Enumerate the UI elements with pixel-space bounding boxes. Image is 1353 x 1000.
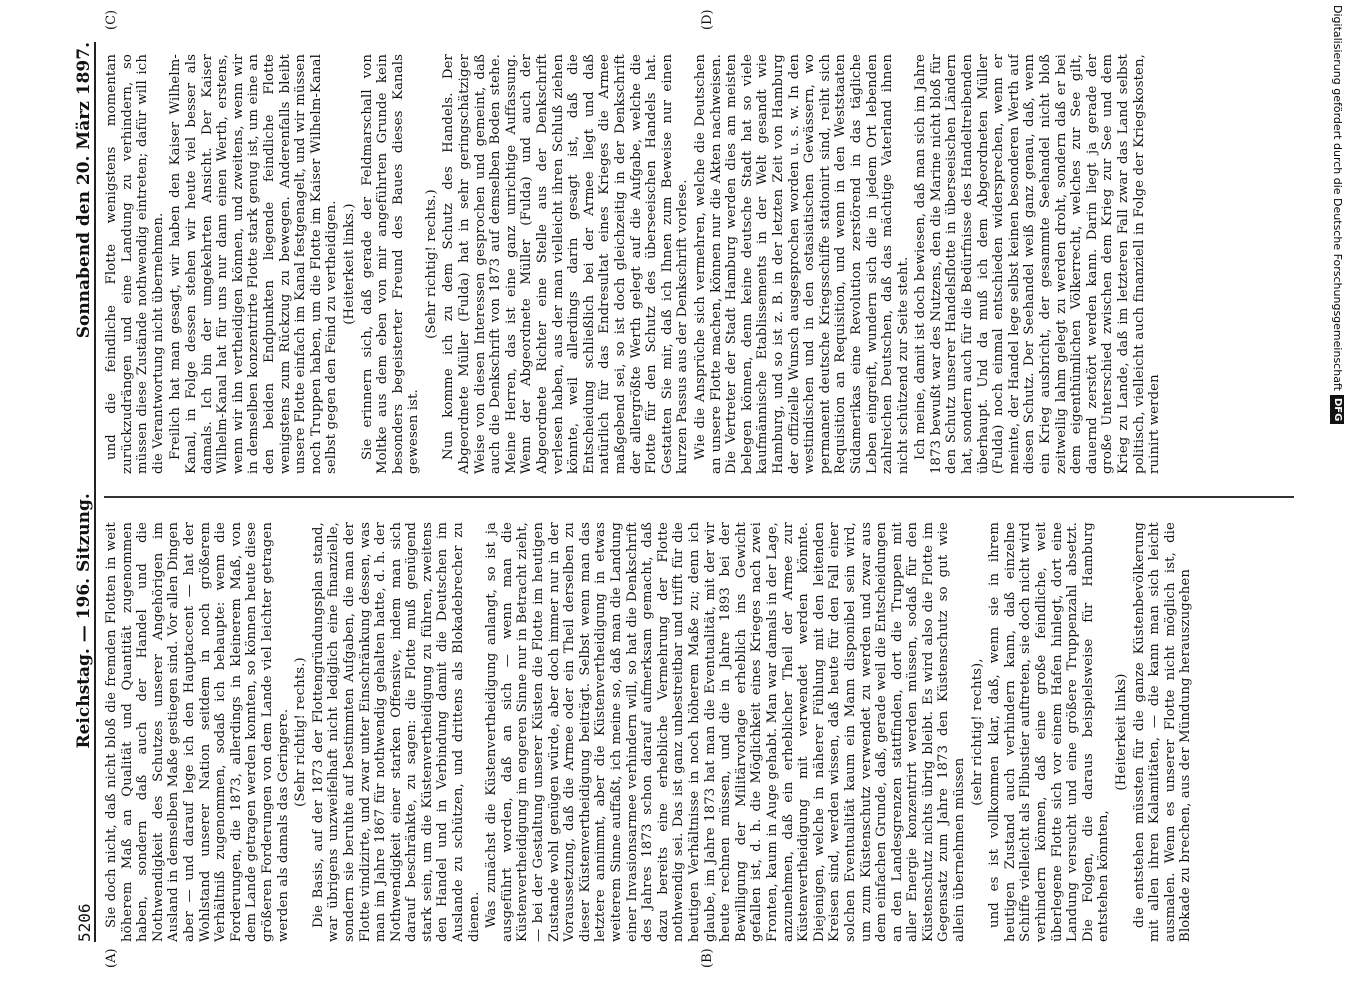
margin-mark-a: (A)	[104, 948, 119, 968]
credit-text: Digitalisierung gefördert durch die Deutsche Forschungsgemeinschaft	[1331, 5, 1344, 391]
page-header	[60, 42, 96, 942]
quoted-passage: Wie die Ansprüche sich vermehren, welche die Deutschen an unsere Flotte machen, können nur die Akten nachweisen. Die Vertreter der Stadt Hamburg werden dies am meisten belegen können, denn keine deutsche Stadt hat so viele kaufmännische Etablissements in der Welt gesandt wie Hamburg, und so ist z. B. in der letzten Zeit von Hamburg der offizielle Wunsch ausgesprochen worden u. s. w. In den westindischen und in den ostasiatischen Gewässern, wo permanent deutsche Kriegsschiffe stationirt sind, reiht sich Requisition an Requisition, und wenn in den Weststaaten Südamerikas eine Revolution zerstörend in das tägliche Leben eingreift, wundern sich die in jedem Ort lebenden zahlreichen Deutschen, daß das mächtige Vaterland ihnen nicht schützend zur Seite steht.	[692, 54, 911, 474]
session-title: Reichstag. — 196. Sitzung.	[74, 493, 94, 749]
paragraph: und die feindliche Flotte wenigstens momentan zurückzudrängen und eine Landung zu verhindern, so müssen diese Zustände nothwendig eintreten; dafür will ich die Verantwortung nicht übernehmen.	[104, 54, 166, 474]
margin-mark-d: (D)	[700, 9, 715, 30]
left-column	[104, 522, 1294, 942]
margin-mark-c: (C)	[104, 9, 119, 30]
paragraph: Sie doch nicht, daß nicht bloß die fremden Flotten in weit höherem Maß an Qualität und Quantität zugenommen haben, sondern daß auch der Handel und die Nothwendigkeit des Schutzes unserer Angehörigen im Ausland in demselben Maße gestiegen sind. Vor allen Dingen aber — und darauf lege ich den Hauptaccent — hat der Wohlstand unserer Nation seitdem in noch größerem Verhältniß zugenommen, sodaß ich behaupte: wenn die Forderungen, die 1873, allerdings in kleinerem Maß, von dem Lande getragen werden konnten, so können heute diese größeren Forderungen von dem Lande viel leichter getragen werden als damals das Geringere.	[104, 522, 291, 942]
digitization-credit	[1326, 5, 1348, 595]
paragraph: Nun komme ich zu dem Schutz des Handels. Der Abgeordnete Müller (Fulda) hat in sehr geringschätziger Weise von diesen Interessen gesprochen und gemeint, daß auch die Denkschrift von 1873 auf demselben Boden stehe. Meine Herren, das ist eine ganz unrichtige Auffassung. Wenn der Abgeordnete Müller (Fulda) und auch der Abgeordnete Richter eine Stelle aus der Denkschrift verlesen haben, aus der man vielleicht ihren Schluß ziehen könnte, weil allerdings darin gesagt ist, daß die Entscheidung schließlich bei der Armee liegt und daß natürlich für das Endresultat eines Krieges die Armee maßgebend sei, so ist doch gleichzeitig in der Denkschrift der allergrößte Werth gelegt auf die Aufgabe, welche die Flotte für den Schutz des überseeischen Handels hat. Gestatten Sie mir, daß ich Ihnen zum Beweise nur einen kurzen Passus aus der Denkschrift vorlese.	[441, 54, 691, 474]
column-divider	[104, 496, 1294, 498]
paragraph: Ich meine, damit ist doch bewiesen, daß man sich im Jahre 1873 bewußt war des Nutzens, den die Marine nicht bloß für den Schutz unserer Handelsflotte in überseeischen Ländern hat, sondern auch für die Bedürfnisse des Handeltreibenden überhaupt. Und da muß ich dem Abgeordneten Müller (Fulda) noch einmal entschieden widersprechen, wenn er meinte, der Handel lege selbst keinen besonderen Werth auf diesen Schutz. Der Seehandel weiß ganz genau, daß, wenn ein Krieg ausbricht, der gesammte Seehandel nicht bloß zeitweilig lahm gelegt zu werden droht, sondern daß er bei dem eigenthümlichen Völkerrecht, welches zur See gilt, dauernd zerstört werden kann. Darin liegt ja gerade der große Unterschied zwischen dem Krieg zur See und dem Krieg zu Lande, daß im letzteren Fall zwar das Land selbst politisch, vielleicht auch finanziell in Folge der Kriegskosten, ruinirt werden	[913, 54, 1163, 474]
interjection: (Sehr richtig! rechts.)	[423, 189, 439, 339]
paragraph: Was zunächst die Küstenvertheidigung anlangt, so ist ja ausgeführt worden, daß an sich — wenn man die Küstenvertheidigung im engeren Sinne nur in Betracht zieht, — bei der Gestaltung unserer Küsten die Flotte im heutigen Zustande wohl genügen würde, aber doch immer nur in der Voraussetzung, daß die Armee oder ein Theil derselben zu dieser Küstenvertheidigung beiträgt. Selbst wenn man das letztere annimmt, aber die Küstenvertheidigung in etwas weiterem Sinne auffaßt, ich meine so, daß man die Landung einer Invasionsarmee verhindern will, so hat die Denkschrift des Jahres 1873 schon darauf aufmerksam gemacht, daß dazu bereits eine erhebliche Vermehrung der Flotte nothwendig sei. Das ist ganz unbestreitbar und trifft für die heutigen Verhältnisse in noch höherem Maße zu; denn ich glaube, im Jahre 1873 hat man die Eventualität, mit der wir heute rechnen müssen, und die in Jahre 1893 bei der Bewilligung der Militärvorlage erheblich ins Gewicht gefallen ist, d. h. die Möglichkeit eines Krieges nach zwei Fronten, kaum in Auge gehabt. Man war damals in der Lage, anzunehmen, daß ein erheblicher Theil der Armee zur Küstenvertheidigung mit verwendet werden könnte. Diejenigen, welche in näherer Fühlung mit den leitenden Kreisen sind, werden wissen, daß heute für den Fall einer solchen Eventualität kaum ein Mann disponibel sein wird, um zum Küstenschutz verwendet zu werden und zwar aus dem einfachen Grunde, daß, gerade weil die Entscheidungen an den Landesgrenzen stattfinden, dort die Truppen mit aller Energie konzentrirt werden müssen, sodaß für den Küstenschutz nichts übrig bleibt. Es wird also die Flotte im Gegensatz zum Jahre 1873 den Küstenschutz so gut wie allein übernehmen müssen	[484, 522, 968, 942]
page-number: 5206	[75, 903, 94, 942]
interjection: (Heiterkeit links.)	[341, 203, 357, 325]
dfg-logo: DFG	[1330, 395, 1344, 424]
document-page	[60, 9, 1290, 968]
paragraph: Freilich hat man gesagt, wir haben den Kaiser Wilhelm-Kanal, in Folge dessen stehen wir heute viel besser als damals. Ich bin der umgekehrten Ansicht. Der Kaiser Wilhelm-Kanal hat für uns nur dann einen Werth, erstens, wenn wir ihn vertheidigen können, und zweitens, wenn wir in demselben konzentrirte Flotte stark genug ist, um eine an den beiden Endpunkten liegende feindliche Flotte wenigstens zum Rückzug zu bewegen. Anderenfalls bleibt unsere Flotte einfach im Kanal festgenagelt, und wir müssen noch Truppen haben, um die Flotte im Kaiser Wilhelm-Kanal selbst gegen den Feind zu vertheidigen.	[168, 54, 340, 474]
right-column	[104, 54, 1294, 474]
interjection: (Heiterkeit links)	[1114, 673, 1129, 791]
session-date: Sonnabend den 20. März 1897.	[74, 42, 94, 339]
margin-mark-b: (B)	[700, 948, 715, 968]
interjection: (sehr richtig! rechts),	[969, 658, 985, 806]
paragraph: und es ist vollkommen klar, daß, wenn sie in ihrem heutigen Zustand auch verhindern kann, daß einzelne Schiffe vielleicht als Flibustier auftreten, sie doch nicht wird verhindern können, daß eine große feindliche, weit überlegene Flotte sich vor einem Hafen hinlegt, dort eine Landung versucht und eine größere Truppenzahl absetzt. Die Folgen, die daraus beispielsweise für Hamburg entstehen könnten,	[987, 522, 1112, 942]
interjection: (Sehr richtig! rechts.)	[293, 657, 309, 807]
paragraph: Die Basis, auf der 1873 der Flottengründungsplan stand, war übrigens unzweifelhaft nicht lediglich eine finanzielle, sondern sie beruhte auf bestimmten Aufgaben, die man der Flotte vindizirte, und zwar unter Einschränkung dessen, was man im Jahre 1867 für nothwendig gehalten hatte, d. h. der Nothwendigkeit einer starken Offensive, indem man sich darauf beschränkte, zu sagen: die Flotte muß genügend stark sein, um die Küstenvertheidigung zu führen, zweitens den Handel und in Verbindung damit die Deutschen im Auslande zu schützen, und drittens als Blokadebrecher zu dienen.	[310, 522, 482, 942]
paragraph: Sie erinnern sich, daß gerade der Feldmarschall von Moltke aus dem eben von mir angeführten Grunde kein besonders begeisterter Freund des Baues dieses Kanals gewesen ist.	[359, 54, 422, 474]
paragraph: die entstehen müssten für die ganze Küstenbevölkerung mit allen ihren Kalamitäten, — die kann man sich leicht ausmalen. Wenn es unserer Flotte nicht möglich ist, die Blokade zu brechen, aus der Mündung herauszugehen	[1131, 522, 1194, 942]
